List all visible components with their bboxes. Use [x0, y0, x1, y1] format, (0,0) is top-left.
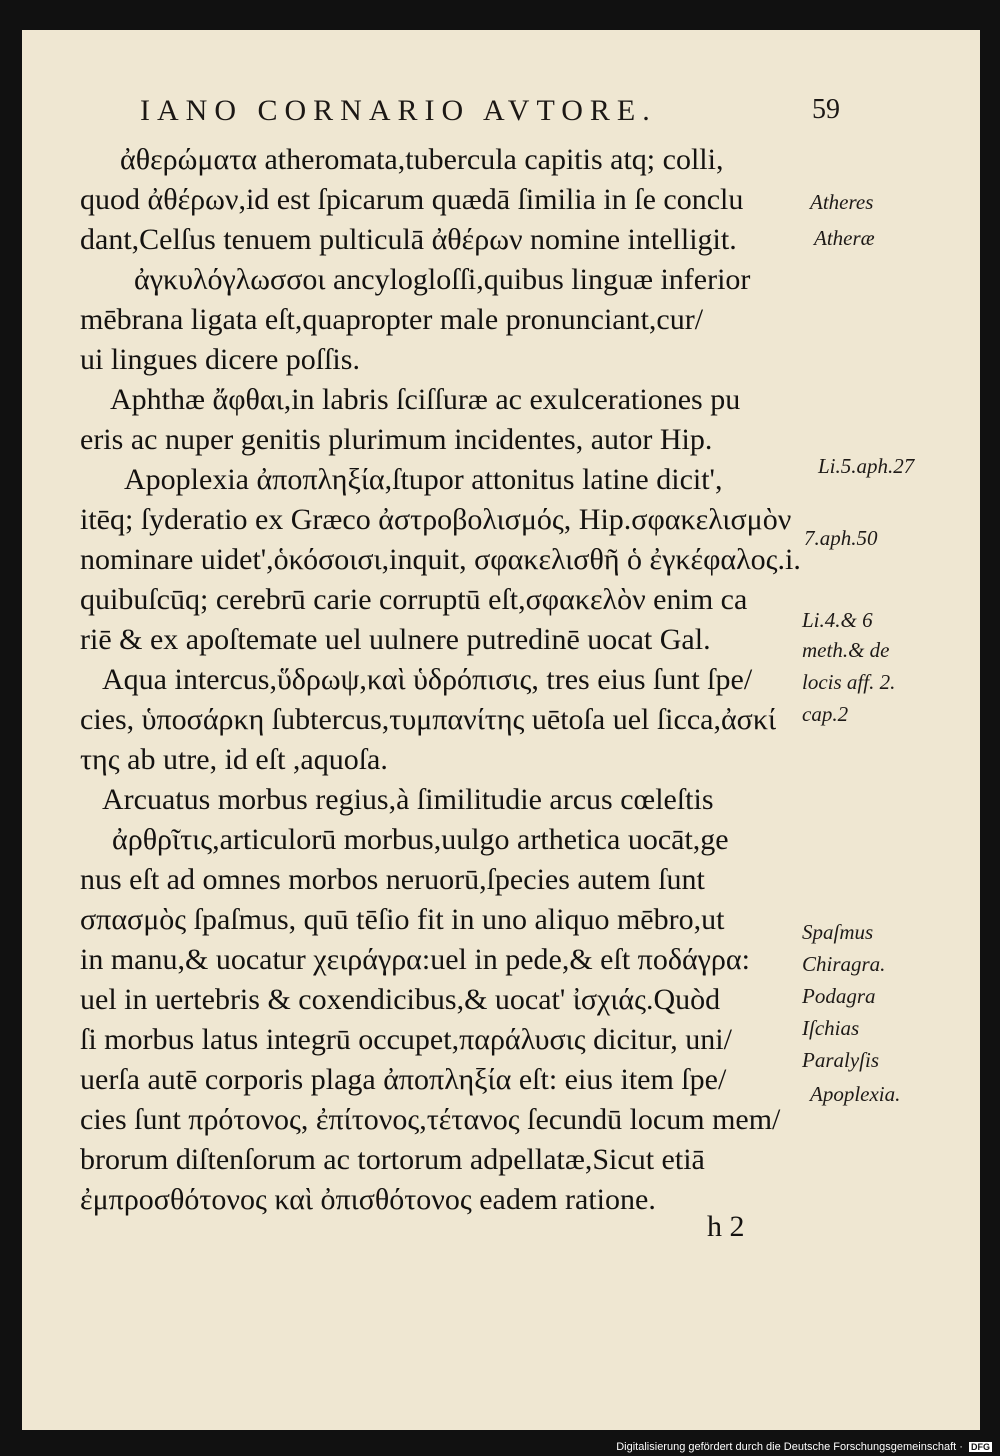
margin-note: Li.4.& 6: [802, 608, 873, 632]
text-line: in manu,& uocatur χειράγρα:uel in pede,& eſt ποδάγρα:: [80, 943, 750, 976]
text-line: quod ἀθέρων,id est ſpicarum quædā ſimilia in ſe conclu: [80, 183, 744, 216]
margin-note: meth.& de: [802, 638, 890, 662]
text-line: quibuſcūq; cerebrū carie corruptū eſt,σφακελὸν enim ca: [80, 583, 748, 616]
text-line: ἐμπροσθότονος καὶ ὀπισθότονος eadem ratione.: [80, 1183, 656, 1216]
text-line: της ab utre, id eſt ,aquoſa.: [80, 743, 388, 776]
text-line: uel in uertebris & coxendicibus,& uocat' ἰσχιάς.Quòd: [80, 983, 721, 1016]
margin-note: Li.5.aph.27: [818, 454, 915, 478]
text-line: ἀρθρῖτις,articulorū morbus,uulgo arthetica uocāt,ge: [112, 823, 729, 856]
text-line: ui lingues dicere poſſis.: [80, 343, 360, 376]
margin-note: Paralyſis: [802, 1048, 879, 1072]
text-line: uerſa autē corporis plaga ἀποπληξία eſt: eius item ſpe/: [80, 1063, 727, 1096]
running-title: IANO CORNARIO AVTORE.: [140, 94, 657, 127]
margin-note: locis aff. 2.: [802, 670, 896, 694]
text-line: Apoplexia ἀποπληξία,ſtupor attonitus latine dicit',: [124, 463, 723, 496]
text-line: ſi morbus latus integrū occupet,παράλυσις dicitur, uni/: [80, 1023, 732, 1056]
margin-note: Apoplexia.: [810, 1082, 901, 1106]
text-line: eris ac nuper genitis plurimum incidentes, autor Hip.: [80, 423, 713, 456]
digitization-credit: Digitalisierung gefördert durch die Deutsche Forschungsgemeinschaft · DFG: [616, 1441, 990, 1453]
text-line: cies ſunt πρότονος, ἐπίτονος,τέτανος ſecundū locum mem/: [80, 1103, 781, 1136]
text-line: Aqua intercus,ὕδρωψ,καὶ ὑδρόπισις, tres eius ſunt ſpe/: [102, 663, 753, 696]
margin-note: cap.2: [802, 702, 849, 726]
margin-note: Podagra: [802, 984, 876, 1008]
text-line: cies, ὑποσάρκη ſubtercus,τυμπανίτης uētoſa uel ſicca,ἀσκί: [80, 703, 777, 736]
text-line: σπασμὸς ſpaſmus, quū tēſio fit in uno aliquo mēbro,ut: [80, 903, 725, 936]
text-line: ἀθερώματα atheromata,tubercula capitis atq; colli,: [120, 143, 724, 176]
margin-note: Atheræ: [814, 226, 875, 250]
margin-note: Spaſmus: [802, 920, 874, 944]
text-line: ἀγκυλόγλωσσοι ancylogloſſi,quibus linguæ inferior: [134, 263, 751, 296]
credit-text: Digitalisierung gefördert durch die Deutsche Forschungsgemeinschaft: [616, 1441, 957, 1453]
text-line: riē & ex apoſtemate uel uulnere putredinē uocat Gal.: [80, 623, 711, 656]
text-line: Arcuatus morbus regius,à ſimilitudie arcus cœleſtis: [102, 783, 714, 816]
text-line: nominare uidet',ὁκόσοισι,inquit, σφακελισθῆ ὁ ἐγκέφαλος.i.: [80, 543, 801, 576]
text-line: dant,Celſus tenuem pulticulā ἀθέρων nomine intelligit.: [80, 223, 737, 256]
margin-note: Chiragra.: [802, 952, 886, 976]
signature-mark: h 2: [707, 1210, 745, 1243]
book-page: [22, 30, 980, 1430]
margin-note: Atheres: [810, 190, 874, 214]
text-line: mēbrana ligata eſt,quapropter male pronunciant,cur/: [80, 303, 704, 336]
text-line: itēq; ſyderatio ex Græco ἀστροβολισμός, Hip.σφακελισμὸν: [80, 503, 792, 536]
text-line: brorum diſtenſorum ac tortorum adpellatæ,Sicut etiā: [80, 1143, 705, 1176]
margin-note: 7.aph.50: [804, 526, 878, 550]
margin-notes: [22, 30, 980, 1330]
page-number: 59: [812, 94, 840, 125]
margin-note: Iſchias: [802, 1016, 860, 1040]
dfg-logo: DFG: [971, 1442, 990, 1453]
text-line: nus eſt ad omnes morbos neruorū,ſpecies autem ſunt: [80, 863, 705, 896]
text-line: Aphthæ ἄφθαι,in labris ſciſſuræ ac exulcerationes pu: [110, 383, 741, 416]
